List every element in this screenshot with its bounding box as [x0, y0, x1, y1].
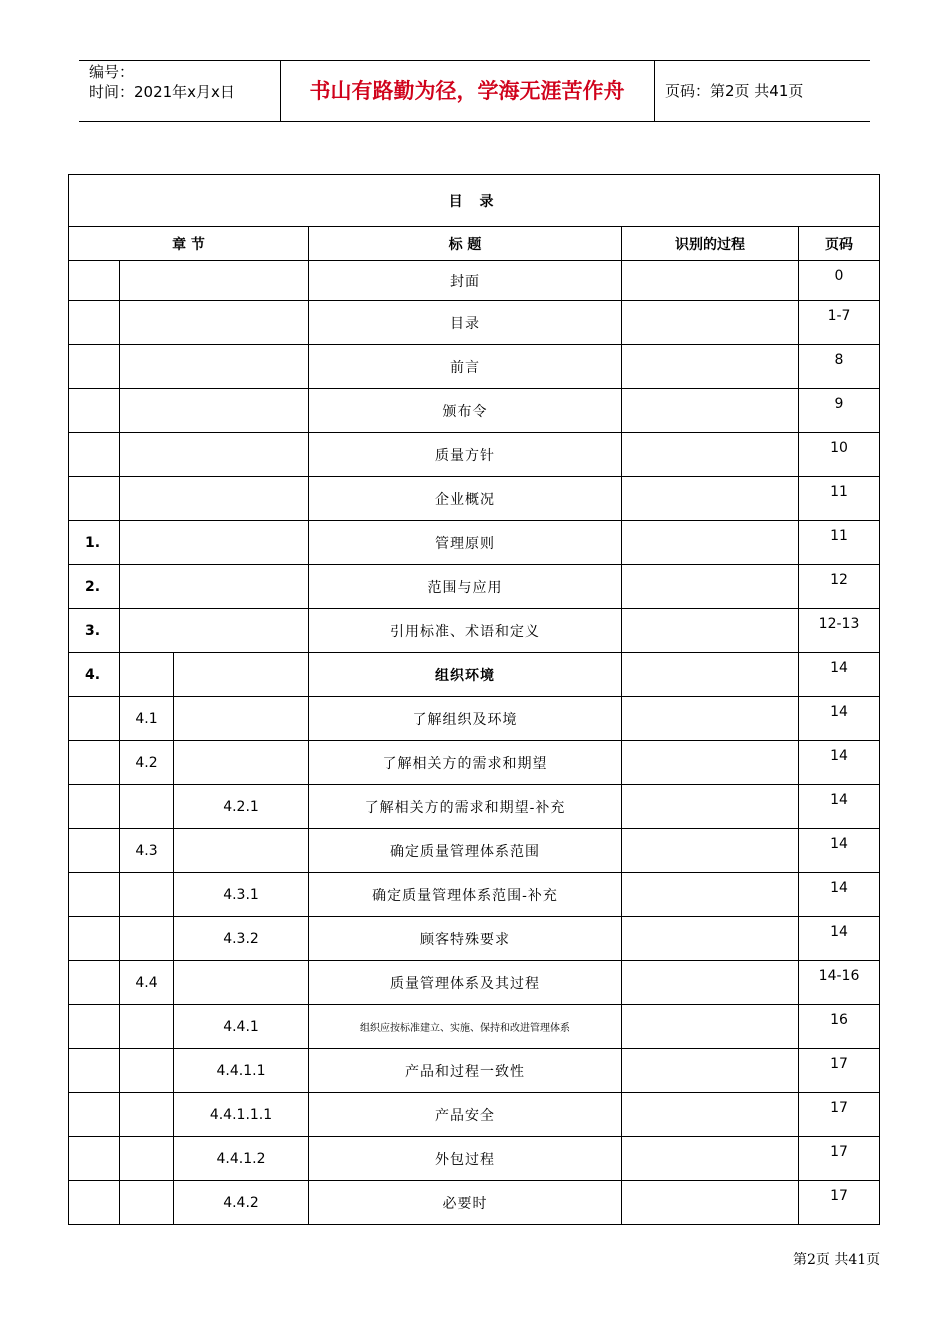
toc-entry-title: 质量方针: [309, 433, 622, 477]
toc-entry-page: 11: [799, 477, 880, 521]
toc-entry-title: 了解组织及环境: [309, 697, 622, 741]
section-number: [120, 873, 174, 917]
subsection-number: [174, 697, 309, 741]
chapter-number: [69, 433, 120, 477]
toc-entry-title: 确定质量管理体系范围-补充: [309, 873, 622, 917]
toc-entry-page: 8: [799, 345, 880, 389]
identified-process-cell: [622, 829, 799, 873]
toc-entry-page: 11: [799, 521, 880, 565]
identified-process-cell: [622, 653, 799, 697]
subsection-number: 4.4.1.1.1: [174, 1093, 309, 1137]
section-number: [120, 301, 309, 345]
toc-row: [69, 521, 880, 565]
section-number: [120, 609, 309, 653]
identified-process-cell: [622, 1181, 799, 1225]
identified-process-cell: [622, 261, 799, 301]
toc-row: [69, 301, 880, 345]
page-header: [79, 60, 870, 122]
chapter-number: 4.: [69, 653, 120, 697]
chapter-number: [69, 1005, 120, 1049]
identified-process-cell: [622, 389, 799, 433]
section-number: [120, 389, 309, 433]
section-number: [120, 1093, 174, 1137]
page-footer: 第2页 共41页: [793, 1252, 881, 1268]
toc-entry-page: 14: [799, 741, 880, 785]
section-number: [120, 917, 174, 961]
identified-process-cell: [622, 1005, 799, 1049]
identified-process-cell: [622, 1049, 799, 1093]
subsection-number: 4.4.1: [174, 1005, 309, 1049]
identified-process-cell: [622, 301, 799, 345]
identified-process-cell: [622, 741, 799, 785]
toc-body: [69, 261, 880, 1225]
identified-process-cell: [622, 345, 799, 389]
header-motto: 书山有路勤为径，学海无涯苦作舟: [309, 79, 625, 103]
toc-entry-title: 目录: [309, 301, 622, 345]
toc-entry-page: 17: [799, 1093, 880, 1137]
toc-table: [68, 174, 880, 1225]
section-number: [120, 345, 309, 389]
subsection-number: [174, 829, 309, 873]
toc-entry-title: 前言: [309, 345, 622, 389]
header-page-info: 页码：第2页 共41页: [665, 82, 804, 100]
identified-process-cell: [622, 917, 799, 961]
section-number: [120, 1181, 174, 1225]
toc-row: [69, 961, 880, 1005]
section-number: [120, 653, 174, 697]
toc-row: [69, 1093, 880, 1137]
chapter-number: [69, 261, 120, 301]
identified-process-cell: [622, 477, 799, 521]
identified-process-cell: [622, 1093, 799, 1137]
toc-entry-title: 外包过程: [309, 1137, 622, 1181]
toc-row: [69, 697, 880, 741]
toc-row: [69, 829, 880, 873]
toc-row: [69, 1049, 880, 1093]
toc-entry-title: 范围与应用: [309, 565, 622, 609]
chapter-number: [69, 873, 120, 917]
document-time-label: 时间：2021年x月x日: [89, 83, 235, 101]
toc-entry-page: 1-7: [799, 301, 880, 345]
section-number: [120, 785, 174, 829]
toc-entry-title: 产品安全: [309, 1093, 622, 1137]
section-number: 4.3: [120, 829, 174, 873]
identified-process-cell: [622, 1137, 799, 1181]
subsection-number: 4.3.1: [174, 873, 309, 917]
chapter-number: 1.: [69, 521, 120, 565]
toc-row: [69, 1005, 880, 1049]
identified-process-cell: [622, 565, 799, 609]
toc-entry-page: 12: [799, 565, 880, 609]
section-number: [120, 565, 309, 609]
toc-entry-page: 0: [799, 261, 880, 301]
chapter-number: [69, 1137, 120, 1181]
section-number: [120, 1049, 174, 1093]
toc-entry-page: 16: [799, 1005, 880, 1049]
toc-entry-title: 了解相关方的需求和期望-补充: [309, 785, 622, 829]
identified-process-cell: [622, 433, 799, 477]
chapter-number: [69, 345, 120, 389]
identified-process-cell: [622, 873, 799, 917]
toc-row: [69, 785, 880, 829]
toc-entry-title: 必要时: [309, 1181, 622, 1225]
toc-entry-title: 确定质量管理体系范围: [309, 829, 622, 873]
section-number: 4.4: [120, 961, 174, 1005]
toc-entry-title: 引用标准、术语和定义: [309, 609, 622, 653]
toc-row: [69, 609, 880, 653]
subsection-number: 4.3.2: [174, 917, 309, 961]
toc-row: [69, 1181, 880, 1225]
toc-entry-page: 14: [799, 917, 880, 961]
toc-entry-title: 封面: [309, 261, 622, 301]
toc-entry-page: 14: [799, 697, 880, 741]
toc-row: [69, 433, 880, 477]
toc-row: [69, 653, 880, 697]
chapter-number: [69, 1049, 120, 1093]
chapter-number: [69, 301, 120, 345]
toc-row: [69, 389, 880, 433]
chapter-number: [69, 389, 120, 433]
header-page-cell: [655, 61, 870, 121]
toc-entry-title: 管理原则: [309, 521, 622, 565]
section-number: [120, 477, 309, 521]
toc-entry-title: 质量管理体系及其过程: [309, 961, 622, 1005]
subsection-number: 4.4.1.2: [174, 1137, 309, 1181]
toc-entry-title: 颁布令: [309, 389, 622, 433]
column-header-process: 识别的过程: [622, 227, 799, 261]
subsection-number: [174, 653, 309, 697]
subsection-number: 4.4.2: [174, 1181, 309, 1225]
toc-row: [69, 477, 880, 521]
chapter-number: [69, 741, 120, 785]
section-number: [120, 261, 309, 301]
subsection-number: 4.4.1.1: [174, 1049, 309, 1093]
chapter-number: [69, 1181, 120, 1225]
toc-row: [69, 917, 880, 961]
chapter-number: [69, 785, 120, 829]
chapter-number: [69, 477, 120, 521]
toc-entry-page: 17: [799, 1181, 880, 1225]
toc-entry-page: 17: [799, 1049, 880, 1093]
toc-entry-page: 14: [799, 785, 880, 829]
toc-entry-page: 14: [799, 829, 880, 873]
toc-entry-title: 了解相关方的需求和期望: [309, 741, 622, 785]
chapter-number: 3.: [69, 609, 120, 653]
subsection-number: [174, 961, 309, 1005]
toc-entry-page: 9: [799, 389, 880, 433]
column-header-page: 页码: [799, 227, 880, 261]
section-number: [120, 1137, 174, 1181]
section-number: [120, 433, 309, 477]
identified-process-cell: [622, 521, 799, 565]
toc-entry-title: 产品和过程一致性: [309, 1049, 622, 1093]
subsection-number: 4.2.1: [174, 785, 309, 829]
chapter-number: [69, 1093, 120, 1137]
toc-entry-page: 14: [799, 873, 880, 917]
toc-row: [69, 261, 880, 301]
toc-row: [69, 741, 880, 785]
chapter-number: [69, 917, 120, 961]
toc-entry-title: 企业概况: [309, 477, 622, 521]
toc-row: [69, 873, 880, 917]
header-motto-cell: [280, 61, 655, 121]
toc-title-row: [69, 175, 880, 227]
subsection-number: [174, 741, 309, 785]
toc-header-row: [69, 227, 880, 261]
toc-entry-title: 顾客特殊要求: [309, 917, 622, 961]
chapter-number: 2.: [69, 565, 120, 609]
section-number: 4.1: [120, 697, 174, 741]
chapter-number: [69, 829, 120, 873]
column-header-chapter: 章 节: [69, 227, 309, 261]
header-meta: [79, 61, 281, 121]
toc-title: 目 录: [69, 175, 880, 227]
identified-process-cell: [622, 785, 799, 829]
chapter-number: [69, 697, 120, 741]
toc-entry-page: 17: [799, 1137, 880, 1181]
toc-row: [69, 345, 880, 389]
toc-entry-page: 10: [799, 433, 880, 477]
column-header-heading: 标 题: [309, 227, 622, 261]
toc-entry-page: 12-13: [799, 609, 880, 653]
document-number-label: 编号：: [89, 63, 135, 81]
section-number: [120, 521, 309, 565]
identified-process-cell: [622, 961, 799, 1005]
toc-entry-page: 14: [799, 653, 880, 697]
toc-entry-title: 组织应按标准建立、实施、保持和改进管理体系: [309, 1005, 622, 1049]
section-number: 4.2: [120, 741, 174, 785]
toc-row: [69, 1137, 880, 1181]
section-number: [120, 1005, 174, 1049]
toc-entry-page: 14-16: [799, 961, 880, 1005]
toc-row: [69, 565, 880, 609]
identified-process-cell: [622, 697, 799, 741]
toc-entry-title: 组织环境: [309, 653, 622, 697]
chapter-number: [69, 961, 120, 1005]
identified-process-cell: [622, 609, 799, 653]
